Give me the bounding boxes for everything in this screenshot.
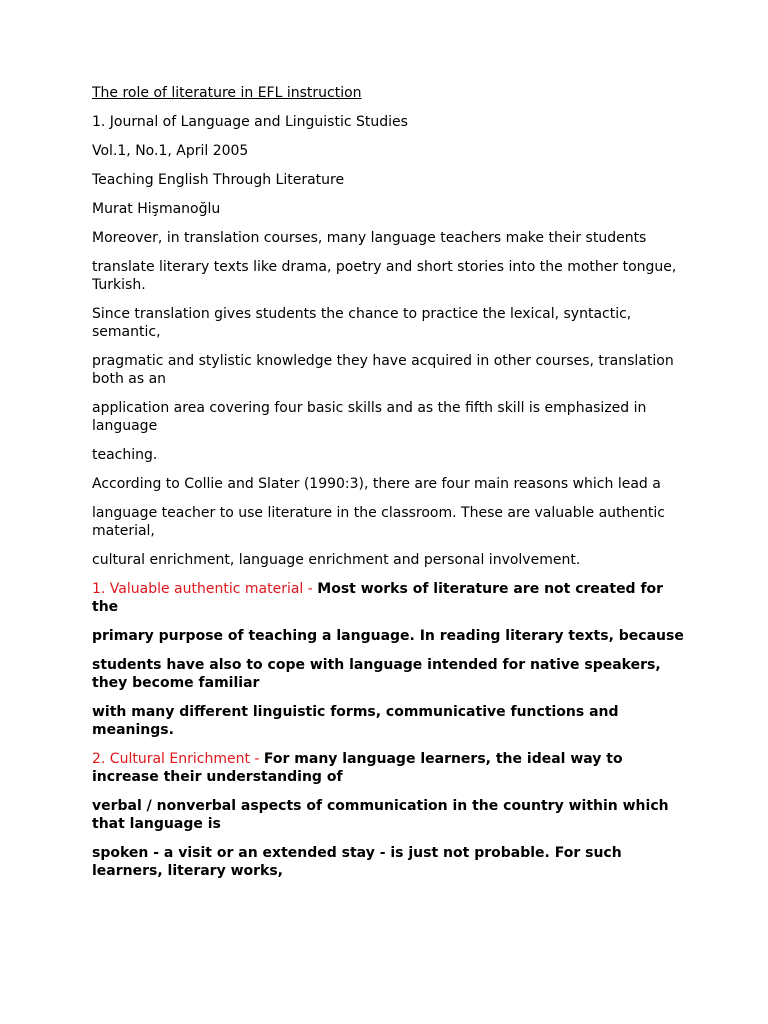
section-text: For many language learners, the ideal way to increase their understanding of (92, 751, 623, 785)
article-title: Teaching English Through Literature (92, 172, 345, 188)
body-paragraph: pragmatic and stylistic knowledge they have acquired in other courses, translation both as an (92, 353, 674, 387)
body-paragraph: Moreover, in translation courses, many language teachers make their students (92, 230, 647, 246)
body-paragraph: According to Collie and Slater (1990:3), there are four main reasons which lead a (92, 476, 661, 492)
section-paragraph: students have also to cope with language intended for native speakers, they become familiar (92, 657, 661, 691)
section-paragraph (92, 750, 688, 786)
section-paragraph (92, 580, 688, 616)
body-paragraph: cultural enrichment, language enrichment and personal involvement. (92, 552, 581, 568)
section-heading: 2. Cultural Enrichment - (92, 751, 264, 767)
body-paragraph: translate literary texts like drama, poetry and short stories into the mother tongue, Turkish. (92, 259, 677, 293)
body-paragraph: language teacher to use literature in the classroom. These are valuable authentic material, (92, 505, 665, 539)
journal-volume: Vol.1, No.1, April 2005 (92, 143, 249, 159)
document-title: The role of literature in EFL instruction (92, 85, 362, 101)
section-heading: 1. Valuable authentic material - (92, 581, 318, 597)
section-paragraph: with many different linguistic forms, communicative functions and meanings. (92, 704, 619, 738)
section-paragraph: spoken - a visit or an extended stay - is just not probable. For such learners, literary works, (92, 845, 622, 879)
author-name: Murat Hişmanoğlu (92, 201, 221, 217)
section-paragraph: primary purpose of teaching a language. In reading literary texts, because (92, 628, 684, 644)
body-paragraph: Since translation gives students the chance to practice the lexical, syntactic, semantic, (92, 306, 632, 340)
body-paragraph: teaching. (92, 447, 158, 463)
section-text: Most works of literature are not created for the (92, 581, 664, 615)
body-paragraph: application area covering four basic skills and as the fifth skill is emphasized in language (92, 400, 647, 434)
journal-name: 1. Journal of Language and Linguistic Studies (92, 114, 408, 130)
section-paragraph: verbal / nonverbal aspects of communication in the country within which that language is (92, 798, 669, 832)
